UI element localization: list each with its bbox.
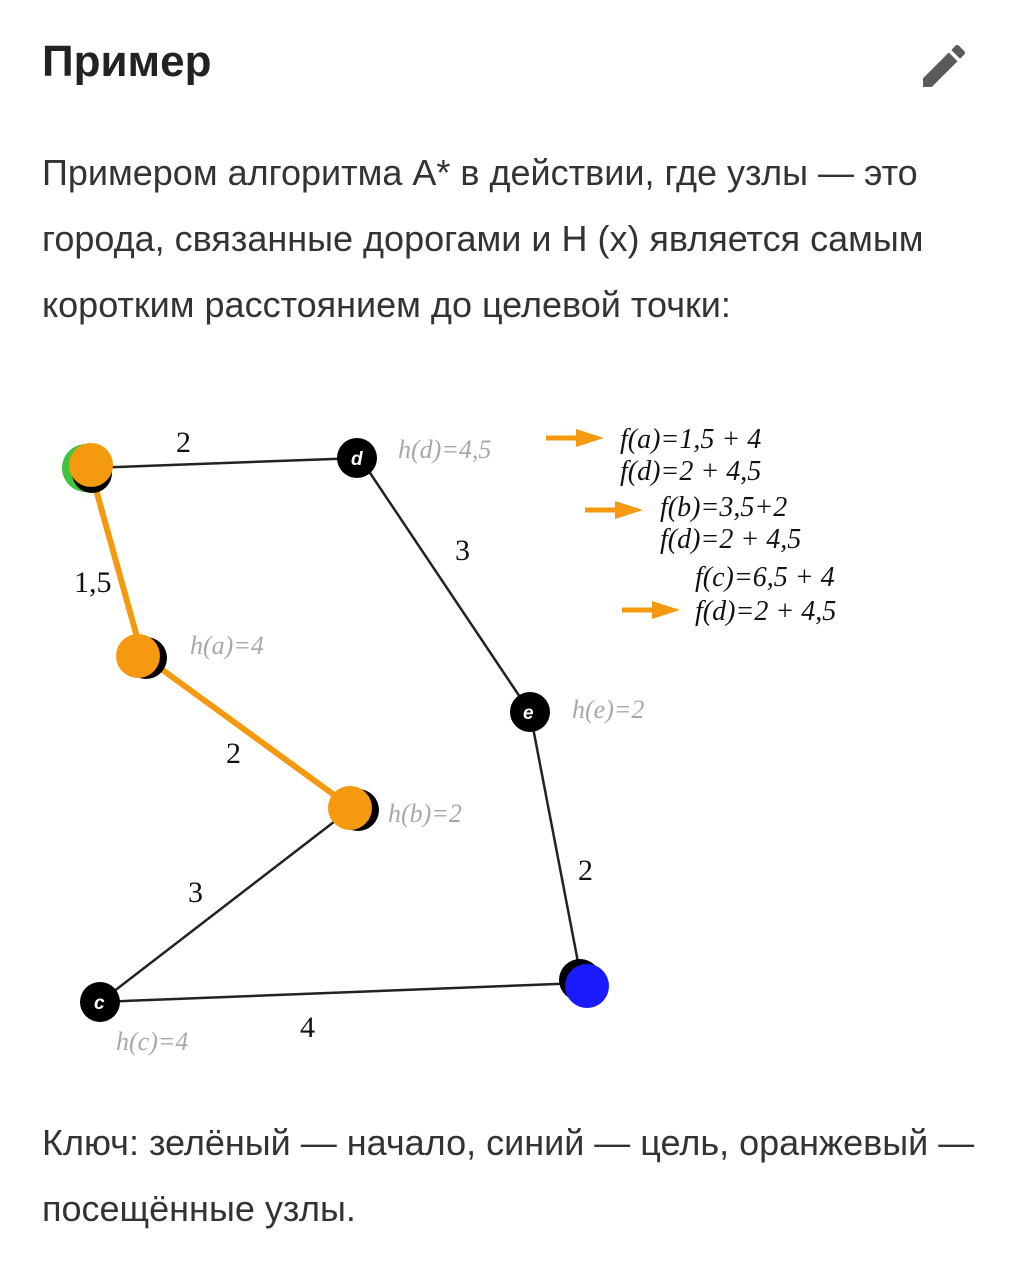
astar-diagram-svg xyxy=(0,410,1012,1070)
f-step-4: f(d)=2 + 4,5 xyxy=(660,524,802,555)
step-arrow-2 xyxy=(585,501,643,519)
f-step-1: f(a)=1,5 + 4 xyxy=(620,424,762,455)
edge-e-goal xyxy=(530,712,582,983)
node-b xyxy=(328,786,379,831)
weight-b-c: 3 xyxy=(188,876,203,909)
edge-start-d xyxy=(90,458,360,468)
edit-section-button[interactable] xyxy=(912,34,976,98)
weight-c-goal: 4 xyxy=(300,1011,315,1044)
step-arrow-3 xyxy=(622,601,680,619)
heuristic-a: h(a)=4 xyxy=(190,631,264,660)
edge-a-b xyxy=(142,655,352,808)
f-step-3: f(b)=3,5+2 xyxy=(660,492,788,523)
node-a xyxy=(116,634,167,679)
heuristic-c: h(c)=4 xyxy=(116,1027,189,1056)
weight-start-d: 2 xyxy=(176,426,191,459)
node-e xyxy=(510,692,550,732)
heuristic-e: h(e)=2 xyxy=(572,695,645,724)
weight-d-e: 3 xyxy=(455,534,470,567)
node-start xyxy=(62,443,113,493)
heuristic-b: h(b)=2 xyxy=(388,799,462,828)
node-d xyxy=(337,438,377,478)
edge-b-c xyxy=(100,808,352,1002)
svg-text:d: d xyxy=(351,449,363,470)
f-step-5: f(c)=6,5 + 4 xyxy=(695,562,835,593)
section-title: Пример xyxy=(42,37,212,86)
weight-e-goal: 2 xyxy=(578,854,593,887)
astar-diagram xyxy=(0,410,1012,1070)
node-goal xyxy=(559,959,609,1008)
legend-caption: Ключ: зелёный — начало, синий — цель, оранжевый — посещённые узлы. xyxy=(42,1122,975,1229)
edge-c-goal xyxy=(100,983,582,1002)
weight-start-a: 1,5 xyxy=(74,566,112,599)
edge-start-a xyxy=(90,468,142,655)
node-c xyxy=(80,982,120,1022)
step-arrow-1 xyxy=(546,429,604,447)
f-step-2: f(d)=2 + 4,5 xyxy=(620,456,762,487)
heuristic-d: h(d)=4,5 xyxy=(398,435,492,464)
svg-text:c: c xyxy=(94,993,105,1014)
weight-a-b: 2 xyxy=(226,737,241,770)
edge-d-e xyxy=(360,458,530,712)
intro-paragraph: Примером алгоритма A* в действии, где узлы — это города, связанные дорогами и H (x) является самым коротким расстоянием до целевой точки: xyxy=(42,152,924,325)
f-step-6: f(d)=2 + 4,5 xyxy=(695,596,837,627)
svg-text:e: e xyxy=(523,703,534,724)
pencil-icon xyxy=(916,38,972,94)
